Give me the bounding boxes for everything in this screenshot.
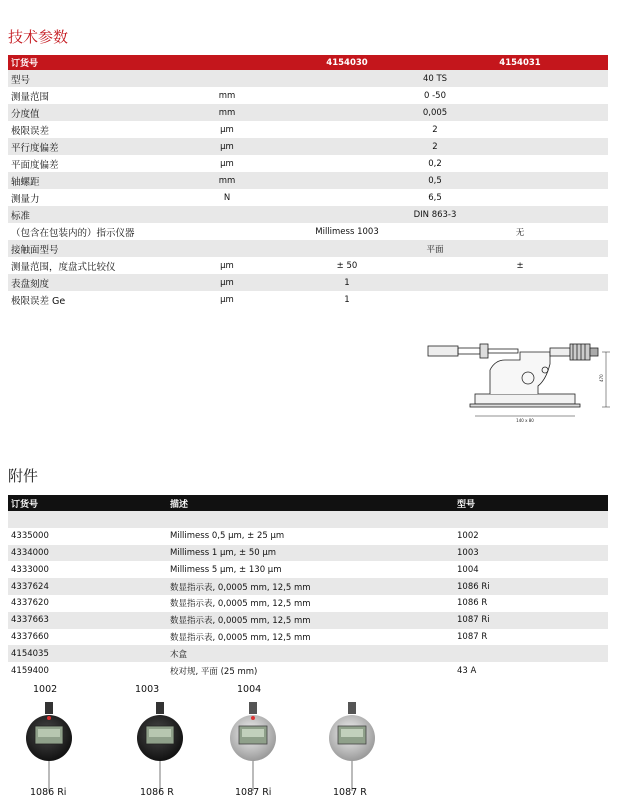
spec-row <box>8 257 608 274</box>
spec-value: DIN 863-3 <box>413 209 457 220</box>
gauge-label-1087-r: 1087 R <box>333 787 367 798</box>
accessory-row <box>8 629 608 646</box>
acc-header-type: 型号 <box>457 499 476 510</box>
gauge-1087-ri-image <box>230 702 276 791</box>
spec-unit: µm <box>220 158 234 169</box>
spec-unit: N <box>223 192 231 203</box>
accessory-desc: Millimess 1 µm, ± 50 µm <box>170 547 277 558</box>
spec-label: 标准 <box>11 210 31 222</box>
micrometer-drawing <box>420 330 615 430</box>
spec-unit: µm <box>220 294 234 305</box>
drawing-height-dim: 470 <box>599 374 604 382</box>
spec-unit: mm <box>218 175 236 186</box>
accessory-type: 1002 <box>457 531 479 542</box>
spec-value-4154031 <box>432 291 608 308</box>
spec-row <box>8 70 608 87</box>
acc-header-desc: 描述 <box>170 499 189 510</box>
spec-label: 测量范围 <box>11 91 50 103</box>
accessory-row <box>8 545 608 562</box>
gauge-label-1003: 1003 <box>135 684 160 695</box>
accessory-code: 4334000 <box>11 547 49 558</box>
spec-value: 平面 <box>426 244 444 255</box>
spec-table-header <box>8 55 608 70</box>
spec-label: （包含在包装内的）指示仪器 <box>11 227 135 239</box>
spec-row <box>8 189 608 206</box>
accessory-desc: 数显指示表, 0,0005 mm, 12,5 mm <box>170 616 311 627</box>
spec-row <box>8 138 608 155</box>
accessory-type: 1004 <box>457 564 479 575</box>
spec-value-4154031: 无 <box>515 227 525 238</box>
spec-label: 平行度偏差 <box>11 142 59 154</box>
gauge-1086-r-image <box>137 702 183 791</box>
spec-row <box>8 121 608 138</box>
spec-value: 0,2 <box>428 158 442 169</box>
gauge-label-1087-ri: 1087 Ri <box>235 787 272 798</box>
spec-value: 0,5 <box>428 175 442 186</box>
spec-unit: µm <box>220 260 234 271</box>
accessory-code: 4333000 <box>11 564 49 575</box>
accessory-row <box>8 612 608 629</box>
accessory-code: 4337663 <box>11 615 49 626</box>
spec-value-4154030: 1 <box>344 294 350 305</box>
spec-row <box>8 104 608 121</box>
spec-label: 轴螺距 <box>11 176 40 188</box>
accessory-type: 1086 R <box>457 598 488 609</box>
accessory-row <box>8 528 608 545</box>
accessory-code: 4159400 <box>11 665 49 676</box>
spec-label: 型号 <box>11 74 31 86</box>
spec-unit <box>192 223 262 240</box>
accessory-desc: 校对规, 平面 (25 mm) <box>170 666 258 677</box>
spec-unit <box>192 240 262 257</box>
accessory-code: 4154035 <box>11 648 49 659</box>
gauge-label-1086-r: 1086 R <box>140 787 174 798</box>
spec-value: 2 <box>432 124 438 135</box>
spec-label: 分度值 <box>11 108 40 120</box>
accessory-code: 4337624 <box>11 581 49 592</box>
spec-row <box>8 274 608 291</box>
gauge-label-1004: 1004 <box>237 684 262 695</box>
spec-value-4154030: Millimess 1003 <box>315 226 379 237</box>
spec-label: 极限误差 <box>11 125 50 137</box>
gauge-label-1002: 1002 <box>33 684 58 695</box>
accessory-type: 1086 Ri <box>457 581 490 592</box>
spec-unit <box>192 70 262 87</box>
spec-row <box>8 206 608 223</box>
accessory-code: 4337620 <box>11 598 49 609</box>
spec-value-4154030: 1 <box>344 277 350 288</box>
spec-table <box>8 55 608 308</box>
accessory-type: 43 A <box>457 665 477 676</box>
accessory-type: 1087 R <box>457 631 488 642</box>
spec-label: 接触面型号 <box>11 244 59 256</box>
spec-header-col2: 4154031 <box>499 57 541 68</box>
spec-label: 表盘刻度 <box>11 278 50 290</box>
accessory-code: 4335000 <box>11 531 49 542</box>
spec-header-col1: 4154030 <box>326 57 368 68</box>
spec-value-4154031: ± <box>516 260 524 271</box>
spec-section-title: 技术参数 <box>8 28 69 46</box>
spec-value: 0,005 <box>422 107 448 118</box>
accessory-row <box>8 511 608 528</box>
accessory-desc: Millimess 5 µm, ± 130 µm <box>170 564 282 575</box>
spec-value-4154031 <box>432 274 608 291</box>
accessory-type: 1087 Ri <box>457 615 490 626</box>
gauge-1086-ri-image <box>26 702 72 791</box>
spec-value: 0 -50 <box>424 90 446 101</box>
accessory-desc: Millimess 0,5 µm, ± 25 µm <box>170 531 285 542</box>
spec-unit <box>192 206 262 223</box>
spec-unit: µm <box>220 124 234 135</box>
spec-value-4154030: ± 50 <box>336 260 358 271</box>
spec-row <box>8 172 608 189</box>
spec-row <box>8 87 608 104</box>
spec-header-label: 订货号 <box>11 59 39 69</box>
accessory-row <box>8 645 608 662</box>
acc-header-code: 订货号 <box>11 499 39 510</box>
accessories-title: 附件 <box>8 467 39 485</box>
accessory-row <box>8 595 608 612</box>
accessories-table <box>8 495 608 679</box>
gauge-drawings <box>0 696 619 796</box>
gauge-label-1086-ri: 1086 Ri <box>30 787 67 798</box>
spec-row <box>8 155 608 172</box>
accessory-desc: 木盒 <box>170 649 188 660</box>
accessory-desc: 数显指示表, 0,0005 mm, 12,5 mm <box>170 632 311 643</box>
spec-unit: mm <box>218 90 236 101</box>
accessory-row <box>8 561 608 578</box>
accessory-row <box>8 662 608 679</box>
spec-value: 2 <box>432 141 438 152</box>
spec-row <box>8 240 608 257</box>
spec-label: 测量力 <box>11 193 40 205</box>
spec-label: 平面度偏差 <box>11 159 59 171</box>
accessory-code: 4337660 <box>11 631 49 642</box>
accessory-desc: 数显指示表, 0,0005 mm, 12,5 mm <box>170 582 311 593</box>
spec-value: 6,5 <box>428 192 442 203</box>
accessories-header <box>8 495 608 511</box>
gauge-1087-r-image <box>329 702 375 791</box>
spec-label: 极限误差 Ge <box>11 295 66 307</box>
accessory-row <box>8 578 608 595</box>
spec-unit: µm <box>220 141 234 152</box>
drawing-base-dim: 140 x 80 <box>516 418 534 423</box>
spec-unit: mm <box>218 107 236 118</box>
spec-unit: µm <box>220 277 234 288</box>
spec-label: 测量范围，度盘式比较仪 <box>11 261 116 273</box>
accessory-desc: 数显指示表, 0,0005 mm, 12,5 mm <box>170 599 311 610</box>
gauge-images <box>0 682 619 809</box>
spec-row <box>8 291 608 308</box>
spec-value: 40 TS <box>422 73 448 84</box>
accessory-type: 1003 <box>457 547 479 558</box>
spec-row <box>8 223 608 240</box>
